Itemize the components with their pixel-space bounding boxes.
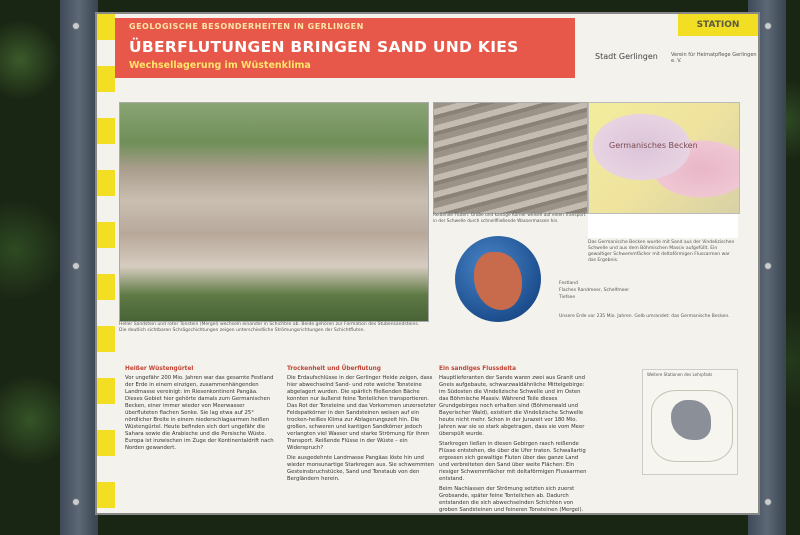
column-heading: Ein sandiges Flussdelta [439,366,516,372]
globe-caption: Unsere Erde vor 235 Mio. Jahren. Gelb umrandet: das Germanische Becken. [559,314,730,319]
text-column-2 [287,366,437,486]
basin-map-legend [588,214,738,238]
board-title: ÜBERFLUTUNGEN BRINGEN SAND UND KIES [129,38,519,56]
board-subtitle: Wechsellagerung im Wüstenklima [129,60,311,71]
station-tag: STATION [678,14,758,36]
logo-area [591,44,760,74]
column-text: Starkregen ließen in diesen Gebirgen rasch reißende Flüsse entstehen, die über die Ufer traten. Schwallartig ergossen sich gewaltige Fluten über das ganze Land und verbreiteten den Sand über weite Flächen: Ein riesiger Schwemmfächer mit deltaförmigen Flussarmen entstand. [439,441,587,482]
text-column-1 [125,366,275,455]
germanic-basin-map [588,102,740,214]
trail-minimap [642,369,738,475]
bolt-icon [764,262,772,270]
bolt-icon [72,498,80,506]
club-logo: Verein für Heimatpflege Gerlingen e. V. [671,52,757,64]
minimap-town-area [671,400,711,440]
bolt-icon [72,262,80,270]
rock-closeup-photo [433,102,588,214]
column-heading: Heißer Wüstengürtel [125,366,194,372]
column-text: Hauptlieferanten der Sande waren zwei aus Granit und Gneis aufgebaute, schwarzwaldähnliche Mittelgebirge: im Südosten die Vindelizische Schwelle und im Osten das Böhmische Massiv. Während Teile dieses Grundgebirges noch erhalten sind (Böhmerwald und Bayerischer Wald), existiert die Vindelizische Schwelle heute nicht mehr. Schon in der Jurazeit vor 180 Mio. Jahren war sie so stark abgetragen, dass sie vom Meer überspült wurde. [439,375,585,437]
information-board [95,12,760,515]
column-heading: Trockenheit und Überflutung [287,366,381,372]
text-column-3 [439,366,589,515]
bolt-icon [764,22,772,30]
globe-legend-item: Flaches Randmeer, Schelfmeer [559,288,630,293]
sandstone-outcrop-photo [119,102,429,322]
globe-legend-item: Tiefsee [559,295,576,300]
yellow-stripe [97,14,115,513]
globe-legend [559,280,629,301]
header-kicker: GEOLOGISCHE BESONDERHEITEN IN GERLINGEN [129,22,364,31]
closeup-photo-caption: Reißende Fluten: Grobe und kantige Körner weisen auf einen Transport in der Schwelle durch schnellfließende Wassermassen hin. [433,213,586,224]
minimap-title: Weitere Stationen des Lehrpfads [647,372,713,377]
bolt-icon [72,22,80,30]
germanic-basin-label: Germanisches Becken [609,141,698,150]
column-text: Beim Nachlassen der Strömung setzten sich zuerst Grobsande, später feine Tonteilchen ab. Dadurch entstanden die sich abwechselnden Schichten von groben Sandsteinen und feineren Tonsteinen (Mergel). [439,486,584,513]
basin-map-caption: Das Germanische Becken wurde mit Sand aus der Vindelizischen Schwelle und aus dem Böhmischen Massiv aufgefüllt. Ein gewaltiger Schwemmfächer mit deltaförmigen Flussarmen war das Ergebnis. [588,240,735,263]
column-text: Die ausgedehnte Landmasse Pangäas löste hin und wieder monsunartige Starkregen aus. Sie schwemmten Gesteinsbruchstücke, Sand und Tonstaub von den Bergländern herein. [287,455,435,482]
bolt-icon [764,498,772,506]
column-text: Vor ungefähr 200 Mio. Jahren war das gesamte Festland der Erde in einem einzigen, zusammenhängenden Landmasse vereinigt: im Riesenkontinent Pangäa. Dieses Gebiet hier gehörte damals zum Germanischen Becken, einer immer wieder von Meerwasser überfluteten flachen Senke. Sie lag etwa auf 25° nördlicher Breite in einem niederschlagsarmen heißen Wüstengürtel. Heute befinden sich dort ungefähr die Sahara sowie die Arabische und die Persische Wüste. Europa ist inzwischen im Zuge der Kontinentaldrift nach Norden gewandert. [125,375,274,451]
header-banner [115,18,575,78]
globe-legend-item: Festland [559,281,578,286]
outcrop-photo-caption: Heller Sandstein und roter Tonstein (Mergel) wechseln einander in Schichten ab. Beide gehören zur Formation des Stubensandsteins. Die deutlich sichtbaren Schrägschichtungen zeigen unterschiedliche Strömungsrichtungen der Schichtfluten. [119,322,420,333]
column-text: Die Erdaufschlüsse in der Gerlinger Heide zeigen, dass hier abwechselnd Sand- und rote weiche Tonsteine abgelagert wurden. Die spärlich fließenden Bäche konnten nur äußerst feine Tonteilchen transportieren. Das Rot der Tonsteine und das Vorkommen unzersetzter Feldspatkörner in den Sandsteinen weisen auf ein trocken-heißes Klima zur Ablagerungszeit hin. Die großen, schweren und kantigen Sandkörner jedoch verlangten viel Wasser und starke Strömung für ihren Transport. Reißende Flüsse in der Wüste – ein Widerspruch? [287,375,436,451]
town-logo: Stadt Gerlingen [595,52,658,61]
